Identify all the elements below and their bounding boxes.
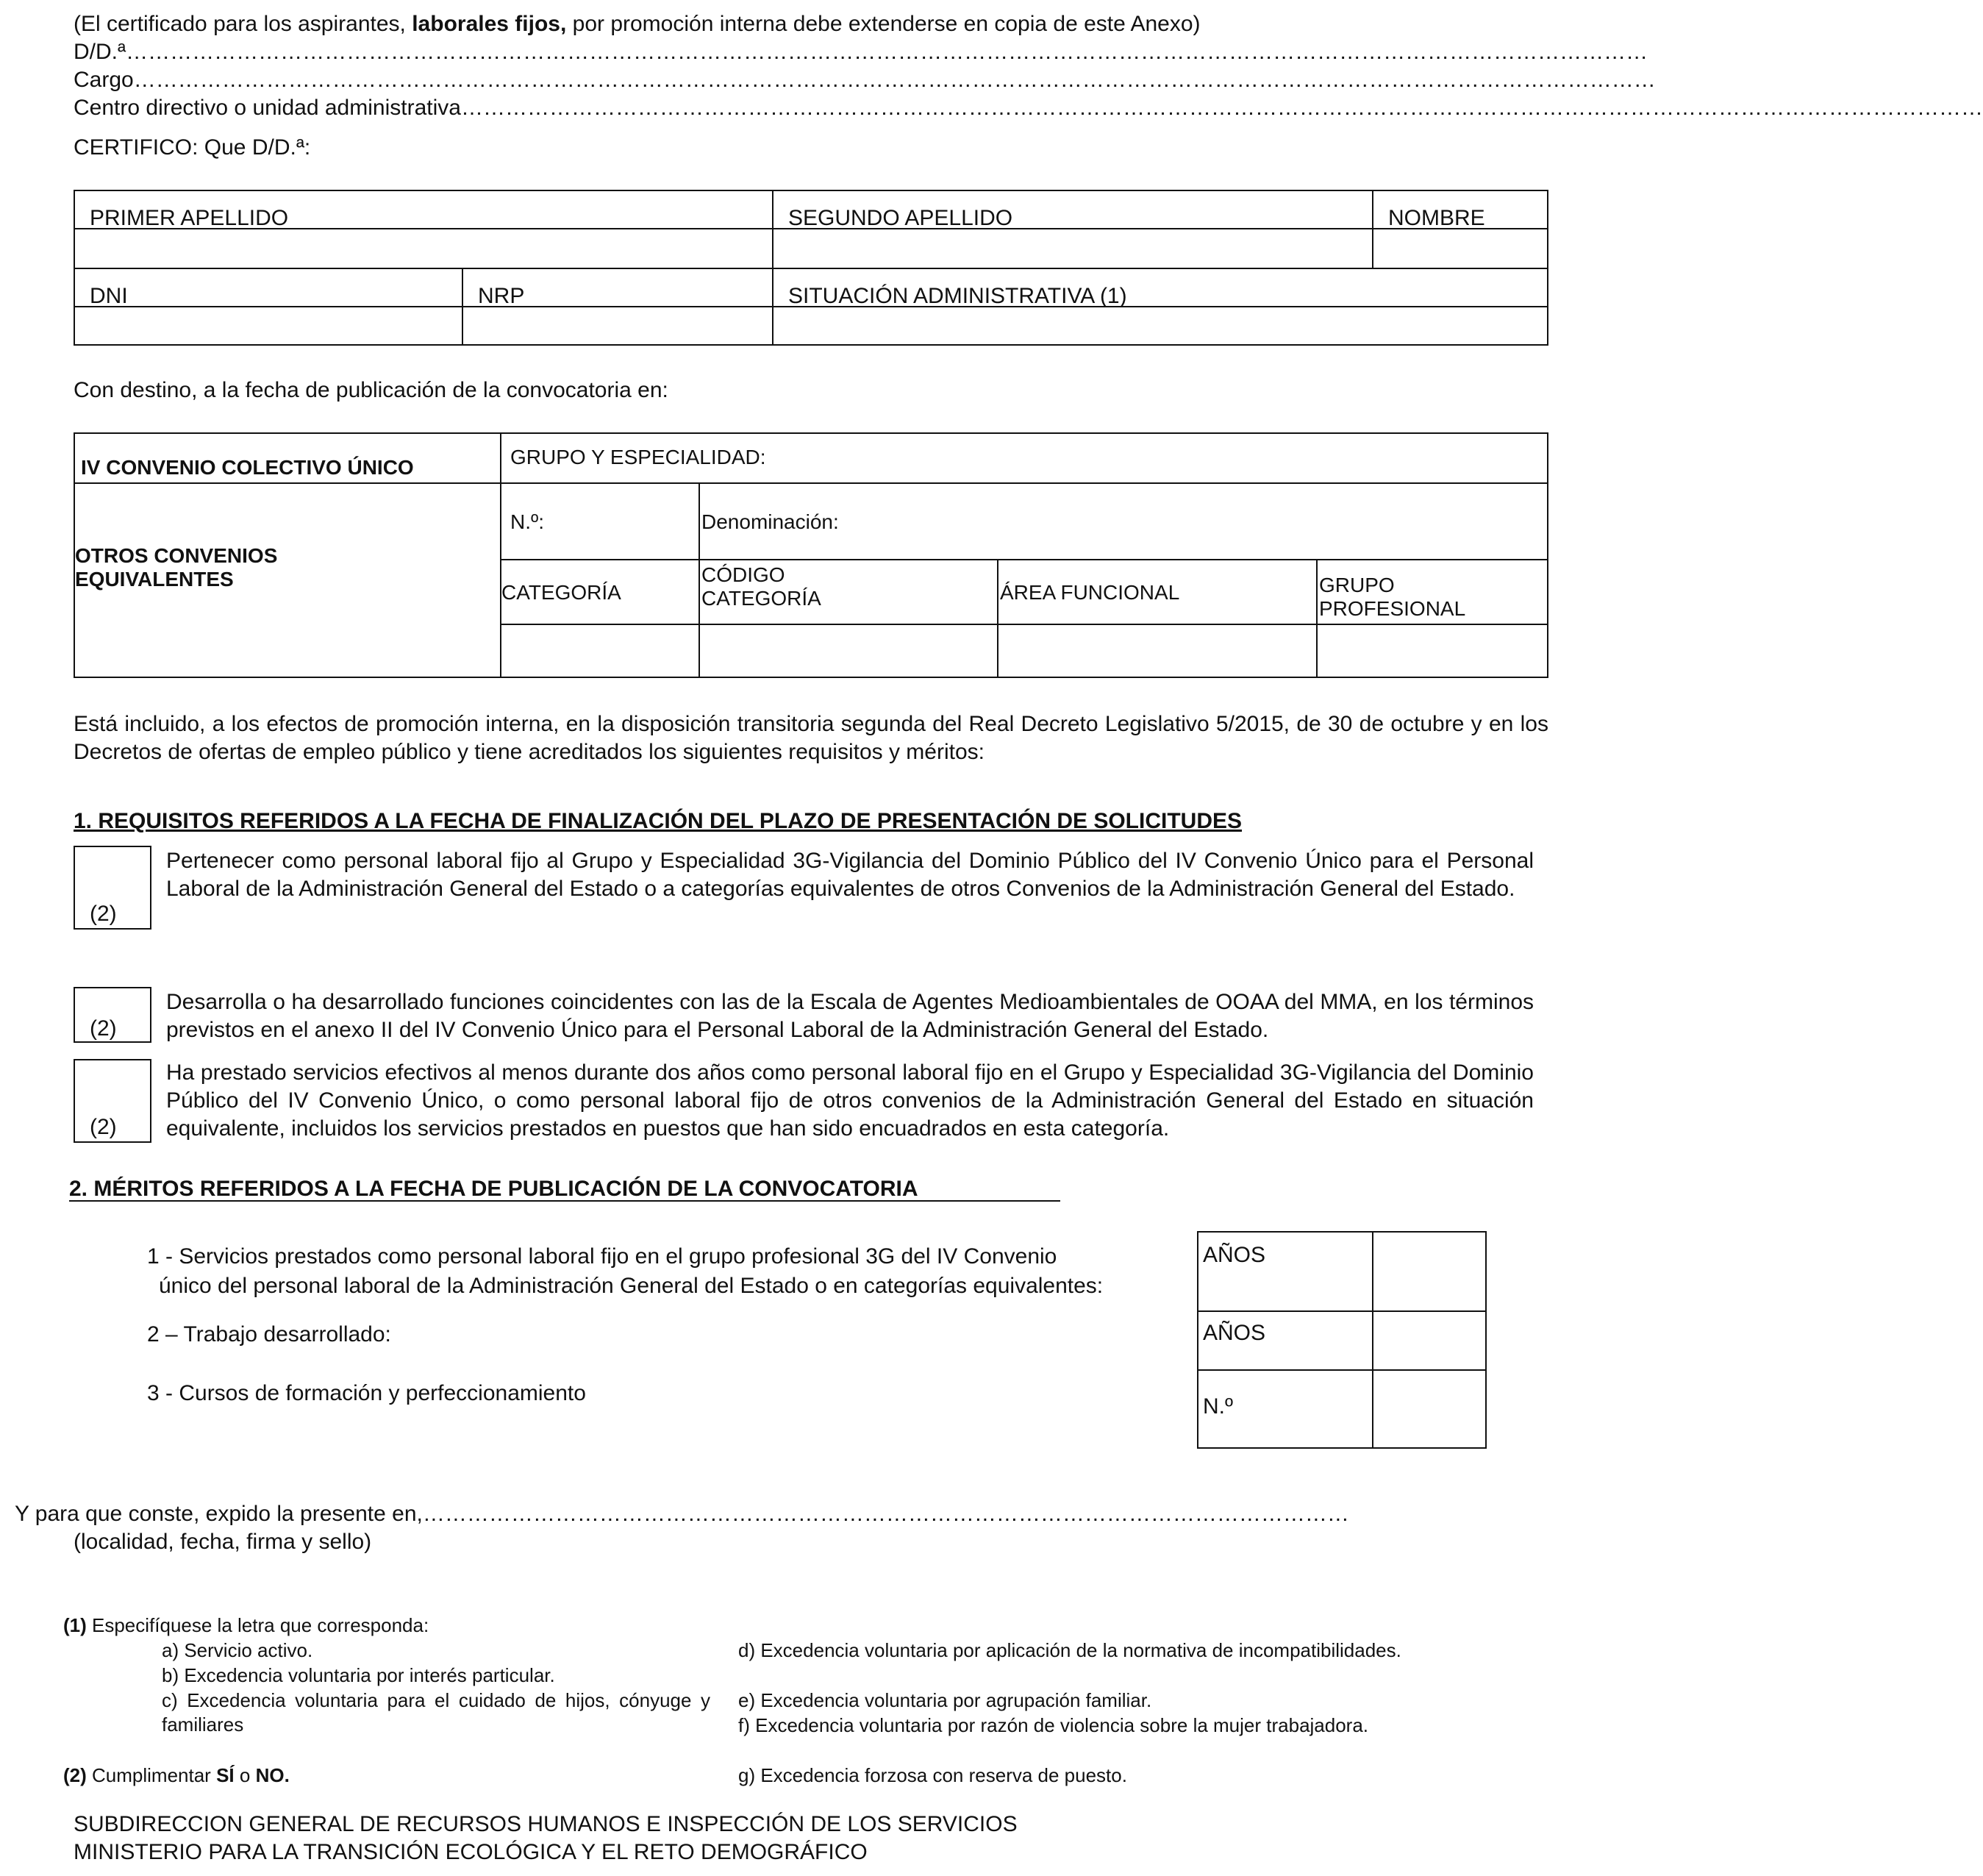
requisito-2-checkbox[interactable] [74, 987, 151, 1043]
note-2-mark: (2) [63, 1764, 87, 1786]
merito-1-line1: 1 - Servicios prestados como personal laboral fijo en el grupo profesional 3G del IV Convenio [147, 1244, 1057, 1269]
note-d: d) Excedencia voluntaria por aplicación de la normativa de incompatibilidades. [738, 1639, 1401, 1661]
incluido-paragraph: Está incluido, a los efectos de promoción interna, en la disposición transitoria segunda del Real Decreto Legislativo 5/2015, de 30 de octubre y en los Decretos de ofertas de empleo público y tiene acreditados los siguientes requisitos y méritos: [74, 712, 1548, 764]
nombre-input[interactable] [1373, 229, 1547, 266]
note-2-si: SÍ [216, 1764, 235, 1786]
dd-dots: ……………………………………………………………………………………………………………………………………………………………………………………… [126, 40, 1648, 64]
intro-bold: laborales fijos, [412, 12, 567, 36]
dd-field[interactable] [74, 38, 1648, 66]
merito-1-unit: AÑOS [1203, 1243, 1266, 1267]
nombre-label: NOMBRE [1388, 206, 1485, 230]
note-g: g) Excedencia forzosa con reserva de puesto. [738, 1764, 1127, 1786]
intro-line [74, 10, 1201, 38]
grupo-especialidad-label: GRUPO Y ESPECIALIDAD: [510, 446, 766, 468]
requisito-3-text: Ha prestado servicios efectivos al menos durante dos años como personal laboral fijo en el Grupo y Especialidad 3G-Vigilancia del Dominio Público del IV Convenio Único, o como personal laboral fijo de otros convenios de la Administración General del Estado en situación equivalente, incluidos los servicios prestados en puestos que han sido encuadrados en esta categoría. [166, 1060, 1534, 1141]
intro-text: (El certificado para los aspirantes, [74, 12, 412, 36]
requisito-3-mark: (2) [90, 1115, 117, 1139]
segundo-apellido-label: SEGUNDO APELLIDO [788, 206, 1013, 230]
centro-label: Centro directivo o unidad administrativa [74, 96, 461, 120]
merito-3-unit: N.º [1203, 1394, 1233, 1419]
requisito-1-checkbox[interactable] [74, 846, 151, 930]
closing-dots: ……………………………………………………………………………………………………………… [422, 1502, 1349, 1526]
note-1-mark: (1) [63, 1614, 87, 1636]
closing-sub: (localidad, fecha, firma y sello) [74, 1530, 372, 1554]
certifico-label: CERTIFICO: Que D/D.ª: [74, 135, 311, 160]
area-funcional-input[interactable] [998, 625, 1315, 677]
dd-label: D/D.ª [74, 40, 126, 64]
note-1-text: Especifíquese la letra que corresponda: [86, 1614, 429, 1636]
primer-apellido-input[interactable] [75, 229, 771, 266]
requisito-2-text: Desarrolla o ha desarrollado funciones coincidentes con las de la Escala de Agentes Medioambientales de OOAA del MMA, en los términos previstos en el anexo II del IV Convenio Único para el Personal Laboral de la Administración General del Estado. [166, 990, 1534, 1042]
requisito-1-text: Pertenecer como personal laboral fijo al Grupo y Especialidad 3G-Vigilancia del Dominio Público del IV Convenio Único para el Personal Laboral de la Administración General del Estado o a categorías equivalentes de otros Convenios de la Administración General del Estado. [166, 849, 1534, 901]
note-b: b) Excedencia voluntaria por interés particular. [162, 1664, 555, 1686]
note-e: e) Excedencia voluntaria por agrupación familiar. [738, 1689, 1152, 1711]
situacion-label: SITUACIÓN ADMINISTRATIVA (1) [788, 284, 1127, 308]
codigo-categoria-input[interactable] [700, 625, 996, 677]
requisito-2-mark: (2) [90, 1016, 117, 1041]
convenio-rule [74, 482, 1548, 484]
nrp-input[interactable] [463, 307, 771, 344]
numero-label: N.º: [510, 510, 545, 533]
cargo-dots: ……………………………………………………………………………………………………………………………………………………………………………………… [133, 68, 1656, 92]
requisito-1-mark: (2) [90, 902, 117, 926]
footer-line-2: MINISTERIO PARA LA TRANSICIÓN ECOLÓGICA Y EL RETO DEMOGRÁFICO [74, 1840, 868, 1864]
note-f: f) Excedencia voluntaria por razón de violencia sobre la mujer trabajadora. [738, 1714, 1369, 1736]
primer-apellido-label: PRIMER APELLIDO [90, 206, 289, 230]
merito-1-line2: único del personal laboral de la Administración General del Estado o en categorías equivalentes: [159, 1274, 1104, 1298]
merito-3-input[interactable] [1373, 1371, 1485, 1447]
merito-3-text: 3 - Cursos de formación y perfeccionamiento [147, 1381, 586, 1405]
closing-line[interactable] [15, 1500, 1349, 1528]
meritos-underline [69, 1200, 1060, 1202]
destino-label: Con destino, a la fecha de publicación de la convocatoria en: [74, 378, 668, 402]
grupo-profesional-label: GRUPO PROFESIONAL [1319, 574, 1466, 620]
note-2-no: NO. [255, 1764, 290, 1786]
requisitos-heading: 1. REQUISITOS REFERIDOS A LA FECHA DE FINALIZACIÓN DEL PLAZO DE PRESENTACIÓN DE SOLICITUDES [74, 809, 1243, 833]
iv-convenio-label: IV CONVENIO COLECTIVO ÚNICO [81, 456, 414, 479]
segundo-apellido-input[interactable] [773, 229, 1371, 266]
merito-2-input[interactable] [1373, 1312, 1485, 1368]
note-2-text: Cumplimentar [86, 1764, 217, 1786]
closing-text: Y para que conste, expido la presente en, [15, 1502, 423, 1526]
footer-line-1: SUBDIRECCION GENERAL DE RECURSOS HUMANOS E INSPECCIÓN DE LOS SERVICIOS [74, 1812, 1018, 1836]
cargo-label: Cargo [74, 68, 134, 92]
nrp-label: NRP [478, 284, 525, 308]
note-a: a) Servicio activo. [162, 1639, 313, 1661]
denominacion-label: Denominación: [701, 510, 839, 533]
grupo-profesional-input[interactable] [1318, 625, 1547, 677]
merito-2-unit: AÑOS [1203, 1321, 1266, 1345]
merito-2-text: 2 – Trabajo desarrollado: [147, 1322, 391, 1347]
cargo-field[interactable] [74, 66, 1656, 94]
centro-field[interactable] [74, 94, 1983, 122]
note-2-o: o [234, 1764, 256, 1786]
note-2 [63, 1763, 290, 1788]
meritos-heading: 2. MÉRITOS REFERIDOS A LA FECHA DE PUBLICACIÓN DE LA CONVOCATORIA [69, 1177, 918, 1201]
dni-label: DNI [90, 284, 128, 308]
dni-input[interactable] [75, 307, 460, 344]
requisito-3-checkbox[interactable] [74, 1059, 151, 1143]
centro-dots: ……………………………………………………………………………………………………………………………………………………………………………………… [460, 96, 1983, 120]
categoria-label: CATEGORÍA [501, 581, 621, 604]
area-funcional-label: ÁREA FUNCIONAL [1000, 581, 1180, 604]
categoria-input[interactable] [501, 625, 697, 677]
situacion-input[interactable] [773, 307, 1547, 344]
convenio-rule [500, 559, 1548, 560]
intro-text-end: por promoción interna debe extenderse en copia de este Anexo) [566, 12, 1201, 36]
otros-convenios-label: OTROS CONVENIOS EQUIVALENTES [75, 544, 278, 591]
identity-rule [74, 268, 1548, 269]
merito-1-input[interactable] [1373, 1233, 1485, 1309]
note-1 [63, 1613, 429, 1638]
codigo-categoria-label: CÓDIGO CATEGORÍA [701, 563, 821, 610]
note-c: c) Excedencia voluntaria para el cuidado de hijos, cónyuge y familiares [162, 1689, 710, 1736]
